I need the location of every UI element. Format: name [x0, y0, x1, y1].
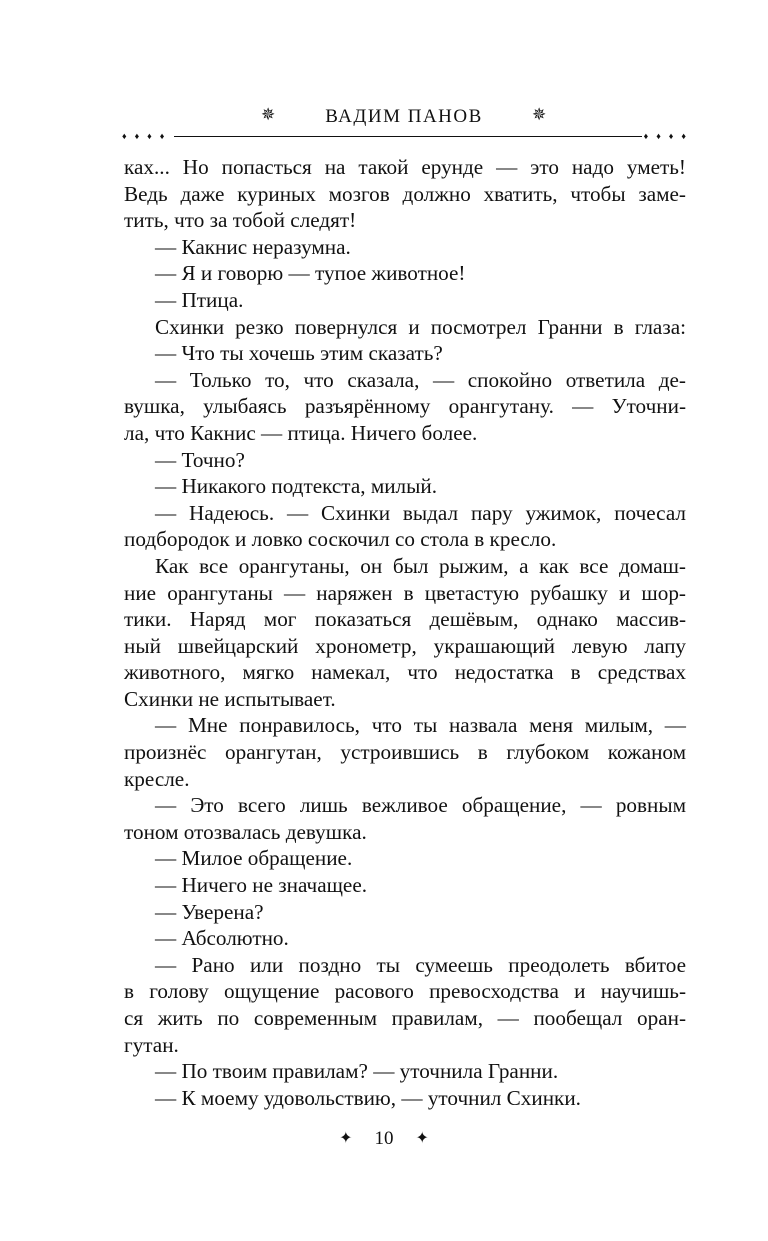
- text-line: ние орангутаны — наряжен в цветастую рубашку и шор-: [124, 580, 686, 605]
- header-star-left-icon: ✵: [261, 105, 276, 124]
- text-line: — Уверена?: [155, 899, 264, 924]
- text-line: ный швейцарский хронометр, украшающий левую лапу: [124, 633, 686, 658]
- text-line: — Это всего лишь вежливое обращение, — ровным: [155, 793, 686, 818]
- text-line: тить, что за тобой следят!: [124, 208, 357, 233]
- text-line: Схинки резко повернулся и посмотрел Гранни в глаза:: [155, 314, 686, 339]
- text-line: в голову ощущение расового превосходства и научишь-: [124, 979, 686, 1004]
- header-rule-line: [122, 136, 686, 137]
- text-line: тоном отозвалась девушка.: [124, 819, 367, 844]
- rule-dots-left-icon: ♦♦♦♦: [122, 131, 173, 141]
- text-line: Схинки не испытывает.: [124, 686, 336, 711]
- text-line: кресле.: [124, 766, 190, 791]
- text-line: гутан.: [124, 1032, 179, 1057]
- text-line: подбородок и ловко соскочил со стола в кресло.: [124, 527, 557, 552]
- text-line: ся жить по современным правилам, — пообещал оран-: [124, 1006, 686, 1030]
- text-line: — Что ты хочешь этим сказать?: [155, 341, 443, 366]
- text-line: ла, что Какнис — птица. Ничего более.: [124, 420, 478, 445]
- text-line: — Абсолютно.: [155, 926, 289, 951]
- text-line: — Милое обращение.: [155, 846, 353, 871]
- text-line: — Рано или поздно ты сумеешь преодолеть вбитое: [155, 952, 686, 977]
- text-line: — По твоим правилам? — уточнила Гранни.: [155, 1059, 559, 1084]
- text-line: Ведь даже куриных мозгов должно хватить, чтобы заме-: [124, 181, 686, 206]
- text-line: — Только то, что сказала, — спокойно ответила де-: [155, 367, 686, 392]
- text-line: — Птица.: [155, 287, 244, 312]
- text-line: — Мне понравилось, что ты назвала меня милым, —: [155, 713, 686, 738]
- text-line: — Какнис неразумна.: [155, 234, 351, 259]
- page-body-text: [124, 154, 686, 1111]
- text-line: ках... Но попасться на такой ерунде — это надо уметь!: [124, 155, 686, 179]
- header-rule: [122, 131, 694, 143]
- text-line: — Никакого подтекста, милый.: [155, 474, 438, 499]
- text-line: — Ничего не значащее.: [155, 873, 368, 898]
- text-line: — Я и говорю — тупое животное!: [155, 261, 466, 286]
- footer-ornament-left-icon: ✦: [339, 1130, 353, 1147]
- text-line: произнёс орангутан, устроившись в глубоком кожаном: [124, 740, 686, 765]
- text-line: Как все орангутаны, он был рыжим, а как все домаш-: [155, 553, 686, 578]
- page-footer: [0, 1128, 768, 1150]
- text-line: — К моему удовольствию, — уточнил Схинки.: [155, 1085, 581, 1110]
- text-line: — Надеюсь. — Схинки выдал пару ужимок, почесал: [155, 500, 686, 525]
- running-header: [122, 100, 694, 146]
- text-line: — Точно?: [155, 447, 245, 472]
- page-number: 10: [374, 1128, 394, 1149]
- text-line: вушка, улыбаясь разъярённому орангутану. — Уточни-: [124, 394, 686, 419]
- author-name: ВАДИМ ПАНОВ: [325, 106, 483, 127]
- footer-ornament-right-icon: ✦: [415, 1130, 429, 1147]
- rule-dots-right-icon: ♦♦♦♦: [643, 131, 694, 141]
- header-star-right-icon: ✵: [532, 105, 547, 124]
- text-line: тики. Наряд мог показаться дешёвым, однако массив-: [124, 607, 686, 632]
- text-line: животного, мягко намекал, что недостатка в средствах: [124, 660, 686, 685]
